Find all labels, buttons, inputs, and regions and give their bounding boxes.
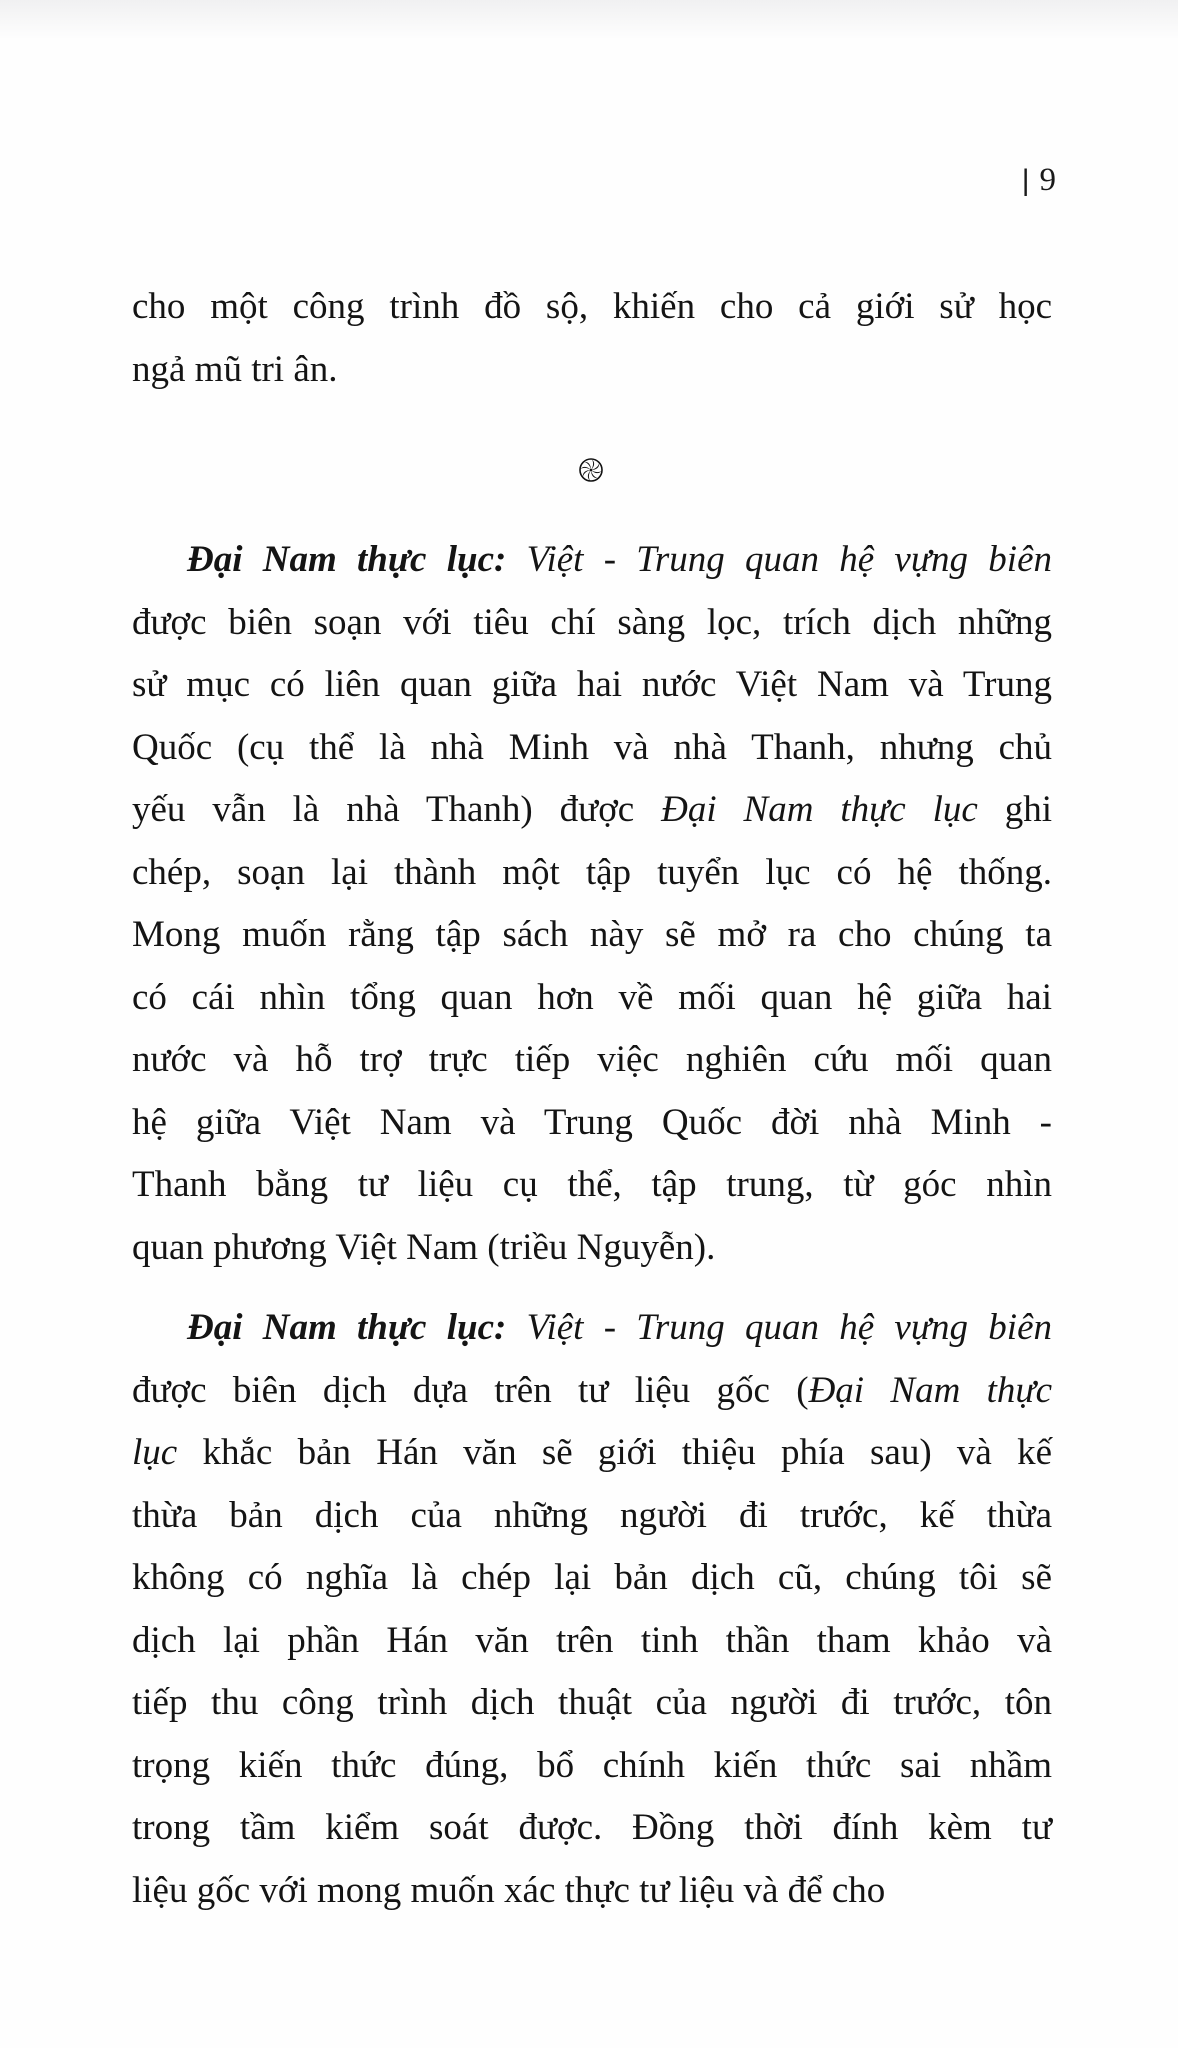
text-line bbox=[132, 1678, 1052, 1728]
text-segment: Thanh bằng tư liệu cụ thể, tập trung, từ góc nhìn bbox=[132, 1164, 1052, 1205]
text-segment: được biên dịch dựa trên tư liệu gốc ( bbox=[132, 1369, 809, 1411]
text-segment: trọng kiến thức đúng, bổ chính kiến thức sai nhầm bbox=[132, 1744, 1052, 1786]
text-segment: có cái nhìn tổng quan hơn về mối quan hệ giữa hai bbox=[132, 976, 1052, 1018]
text-segment: tiếp thu công trình dịch thuật của người đi trước, tôn bbox=[132, 1682, 1052, 1723]
scan-edge-shadow bbox=[0, 0, 1178, 40]
text-segment: nước và hỗ trợ trực tiếp việc nghiên cứu mối quan bbox=[132, 1039, 1052, 1080]
book-title-italic: Việt - Trung quan hệ vựng biên bbox=[506, 539, 1052, 580]
text-segment: yếu vẫn là nhà Thanh) được bbox=[132, 789, 662, 830]
text-segment: liệu gốc với mong muốn xác thực tư liệu và để cho bbox=[132, 1869, 886, 1911]
page-number-value: 9 bbox=[1039, 162, 1056, 198]
text-segment: cho một công trình đồ sộ, khiến cho cả giới sử học bbox=[132, 286, 1052, 327]
page-number bbox=[1004, 160, 1056, 200]
text-line bbox=[132, 660, 1052, 710]
text-segment: chép, soạn lại thành một tập tuyển lục có hệ thống. bbox=[132, 851, 1052, 893]
text-segment: quan phương Việt Nam (triều Nguyễn). bbox=[132, 1226, 716, 1268]
text-segment: ngả mũ tri ân. bbox=[132, 349, 338, 390]
book-title-italic: Đại Nam thực bbox=[808, 1369, 1052, 1411]
text-line bbox=[132, 282, 1052, 332]
text-line bbox=[132, 910, 1052, 960]
text-segment: Quốc (cụ thể là nhà Minh và nhà Thanh, nhưng chủ bbox=[132, 726, 1052, 768]
text-line bbox=[132, 1741, 1052, 1791]
text-segment: khắc bản Hán văn sẽ giới thiệu phía sau) và kế bbox=[177, 1432, 1052, 1473]
text-line bbox=[132, 723, 1052, 773]
pinwheel-ornament-icon bbox=[579, 458, 603, 482]
text-line bbox=[132, 1491, 1052, 1541]
text-segment: ghi bbox=[977, 789, 1052, 830]
text-segment: trong tầm kiểm soát được. Đồng thời đính kèm tư bbox=[132, 1807, 1052, 1848]
text-line bbox=[187, 1303, 1052, 1353]
text-line bbox=[187, 535, 1052, 585]
text-segment: dịch lại phần Hán văn trên tinh thần tham khảo và bbox=[132, 1619, 1052, 1661]
book-title-italic: Việt - Trung quan hệ vựng biên bbox=[506, 1307, 1052, 1348]
text-segment: không có nghĩa là chép lại bản dịch cũ, chúng tôi sẽ bbox=[132, 1557, 1052, 1598]
text-line bbox=[132, 1553, 1052, 1603]
book-title-italic: Đại Nam thực lục bbox=[661, 789, 978, 830]
text-line bbox=[132, 1428, 1052, 1478]
book-title-italic: lục bbox=[132, 1432, 178, 1473]
text-line bbox=[132, 1035, 1052, 1085]
text-line bbox=[132, 1616, 1052, 1666]
text-segment: được biên soạn với tiêu chí sàng lọc, trích dịch những bbox=[132, 601, 1052, 643]
page-number-separator: | bbox=[1021, 164, 1030, 197]
text-segment: thừa bản dịch của những người đi trước, kế thừa bbox=[132, 1494, 1052, 1536]
text-line bbox=[132, 1866, 1052, 1916]
text-line bbox=[132, 1803, 1052, 1853]
text-line bbox=[132, 785, 1052, 835]
text-segment: hệ giữa Việt Nam và Trung Quốc đời nhà Minh - bbox=[132, 1101, 1052, 1143]
text-line bbox=[132, 1223, 1052, 1273]
book-title-bold: Đại Nam thực lục: bbox=[187, 539, 507, 580]
text-line bbox=[132, 1366, 1052, 1416]
book-title-bold: Đại Nam thực lục: bbox=[187, 1307, 507, 1348]
text-line bbox=[132, 345, 1052, 395]
text-line bbox=[132, 1160, 1052, 1210]
text-line bbox=[132, 848, 1052, 898]
text-line bbox=[132, 1098, 1052, 1148]
text-segment: Mong muốn rằng tập sách này sẽ mở ra cho chúng ta bbox=[132, 914, 1052, 955]
text-line bbox=[132, 973, 1052, 1023]
text-line bbox=[132, 598, 1052, 648]
text-segment: sử mục có liên quan giữa hai nước Việt Nam và Trung bbox=[132, 664, 1052, 705]
